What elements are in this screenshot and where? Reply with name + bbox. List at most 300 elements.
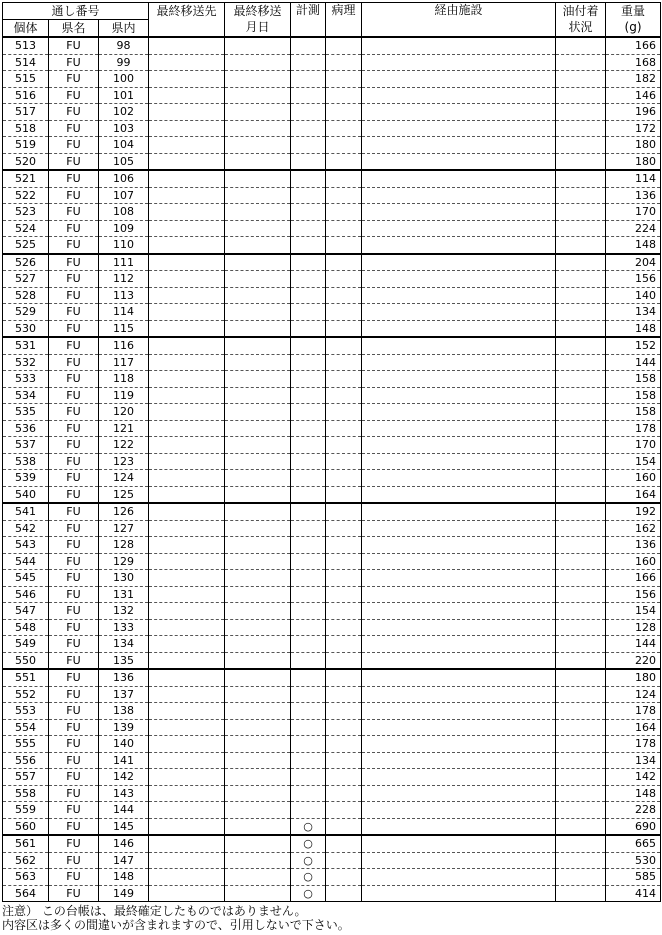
final-transfer-to-cell — [149, 719, 225, 736]
pathology-cell — [326, 187, 362, 204]
oil-status-cell — [556, 337, 606, 354]
in-prefecture-cell: 142 — [99, 769, 149, 786]
final-transfer-to-cell — [149, 570, 225, 587]
oil-status-cell — [556, 703, 606, 720]
final-transfer-to-cell — [149, 669, 225, 686]
individual-cell: 546 — [3, 586, 49, 603]
individual-cell: 524 — [3, 220, 49, 237]
in-prefecture-cell: 118 — [99, 371, 149, 388]
table-row — [3, 320, 661, 337]
weight-cell: 134 — [606, 752, 661, 769]
oil-status-cell — [556, 869, 606, 886]
table-row — [3, 686, 661, 703]
pathology-cell — [326, 287, 362, 304]
route-facility-cell — [362, 320, 556, 337]
prefecture-cell: FU — [49, 586, 99, 603]
oil-status-cell — [556, 686, 606, 703]
final-transfer-to-cell — [149, 619, 225, 636]
individual-cell: 522 — [3, 187, 49, 204]
weight-cell: 585 — [606, 869, 661, 886]
measurement-cell — [291, 802, 326, 819]
in-prefecture-cell: 136 — [99, 669, 149, 686]
final-transfer-date-cell — [225, 486, 291, 503]
prefecture-name-header: 県名 — [49, 20, 99, 38]
oil-status-cell — [556, 885, 606, 902]
prefecture-cell: FU — [49, 570, 99, 587]
oil-status-cell — [556, 187, 606, 204]
in-prefecture-cell: 141 — [99, 752, 149, 769]
prefecture-cell: FU — [49, 835, 99, 852]
oil-status-cell — [556, 287, 606, 304]
table-row — [3, 37, 661, 54]
ledger-table — [2, 2, 661, 902]
measurement-cell — [291, 320, 326, 337]
measurement-cell — [291, 537, 326, 554]
measurement-cell — [291, 769, 326, 786]
table-row — [3, 586, 661, 603]
pathology-cell — [326, 852, 362, 869]
pathology-cell — [326, 619, 362, 636]
oil-status-cell — [556, 420, 606, 437]
individual-cell: 540 — [3, 486, 49, 503]
pathology-cell — [326, 769, 362, 786]
pathology-cell — [326, 254, 362, 271]
table-row — [3, 869, 661, 886]
table-row — [3, 187, 661, 204]
final-transfer-to-cell — [149, 503, 225, 520]
individual-cell: 535 — [3, 404, 49, 421]
route-facility-cell — [362, 271, 556, 288]
in-prefecture-cell: 137 — [99, 686, 149, 703]
measurement-cell — [291, 736, 326, 753]
prefecture-cell: FU — [49, 553, 99, 570]
table-row — [3, 818, 661, 835]
oil-status-cell — [556, 852, 606, 869]
oil-status-cell — [556, 453, 606, 470]
weight-cell: 142 — [606, 769, 661, 786]
individual-cell: 563 — [3, 869, 49, 886]
route-facility-cell — [362, 404, 556, 421]
table-row — [3, 54, 661, 71]
oil-status-cell — [556, 503, 606, 520]
route-facility-cell — [362, 785, 556, 802]
in-prefecture-cell: 144 — [99, 802, 149, 819]
oil-status-cell — [556, 137, 606, 154]
weight-cell: 665 — [606, 835, 661, 852]
table-row — [3, 619, 661, 636]
route-facility-cell — [362, 37, 556, 54]
prefecture-cell: FU — [49, 486, 99, 503]
individual-cell: 517 — [3, 104, 49, 121]
oil-status-cell — [556, 818, 606, 835]
oil-status-cell — [556, 437, 606, 454]
route-facility-cell — [362, 387, 556, 404]
individual-cell: 547 — [3, 603, 49, 620]
weight-cell: 224 — [606, 220, 661, 237]
route-facility-cell — [362, 703, 556, 720]
final-transfer-to-cell — [149, 769, 225, 786]
table-row — [3, 885, 661, 902]
in-prefecture-cell: 107 — [99, 187, 149, 204]
measurement-cell — [291, 453, 326, 470]
in-prefecture-cell: 113 — [99, 287, 149, 304]
oil-status-cell — [556, 304, 606, 321]
pathology-cell — [326, 703, 362, 720]
prefecture-cell: FU — [49, 470, 99, 487]
in-prefecture-cell: 115 — [99, 320, 149, 337]
final-transfer-date-cell — [225, 320, 291, 337]
weight-cell: 154 — [606, 453, 661, 470]
weight-cell: 158 — [606, 404, 661, 421]
measurement-cell — [291, 486, 326, 503]
final-transfer-to-cell — [149, 37, 225, 54]
prefecture-cell: FU — [49, 752, 99, 769]
weight-cell: 128 — [606, 619, 661, 636]
final-transfer-date-cell — [225, 520, 291, 537]
in-prefecture-cell: 122 — [99, 437, 149, 454]
in-prefecture-cell: 119 — [99, 387, 149, 404]
oil-status-cell — [556, 785, 606, 802]
table-row — [3, 486, 661, 503]
final-transfer-to-cell — [149, 153, 225, 170]
final-transfer-to-cell — [149, 237, 225, 254]
prefecture-cell: FU — [49, 852, 99, 869]
in-prefecture-cell: 108 — [99, 204, 149, 221]
pathology-cell — [326, 486, 362, 503]
final-transfer-to-cell — [149, 204, 225, 221]
pathology-cell — [326, 636, 362, 653]
final-transfer-to-cell — [149, 420, 225, 437]
weight-cell: 172 — [606, 120, 661, 137]
weight-cell: 414 — [606, 885, 661, 902]
in-prefecture-cell: 99 — [99, 54, 149, 71]
table-row — [3, 271, 661, 288]
pathology-cell — [326, 237, 362, 254]
final-transfer-date-cell — [225, 304, 291, 321]
pathology-cell — [326, 54, 362, 71]
measurement-cell — [291, 37, 326, 54]
measurement-cell — [291, 420, 326, 437]
weight-cell: 164 — [606, 486, 661, 503]
individual-cell: 551 — [3, 669, 49, 686]
table-row — [3, 570, 661, 587]
measurement-cell — [291, 137, 326, 154]
final-transfer-date-cell — [225, 54, 291, 71]
pathology-cell — [326, 603, 362, 620]
weight-cell: 158 — [606, 371, 661, 388]
final-transfer-date-cell — [225, 337, 291, 354]
pathology-cell — [326, 835, 362, 852]
weight-cell: 690 — [606, 818, 661, 835]
final-transfer-date-cell — [225, 652, 291, 669]
final-transfer-to-cell — [149, 636, 225, 653]
pathology-cell — [326, 520, 362, 537]
in-prefecture-cell: 140 — [99, 736, 149, 753]
prefecture-cell: FU — [49, 371, 99, 388]
final-transfer-to-cell — [149, 686, 225, 703]
oil-status-cell — [556, 570, 606, 587]
measurement-cell — [291, 437, 326, 454]
individual-cell: 537 — [3, 437, 49, 454]
pathology-cell — [326, 818, 362, 835]
pathology-cell — [326, 553, 362, 570]
final-transfer-to-cell — [149, 287, 225, 304]
table-row — [3, 254, 661, 271]
final-transfer-to-cell — [149, 835, 225, 852]
pathology-cell — [326, 719, 362, 736]
route-facility-cell — [362, 537, 556, 554]
weight-cell: 164 — [606, 719, 661, 736]
table-row — [3, 237, 661, 254]
route-facility-cell — [362, 237, 556, 254]
pathology-cell — [326, 420, 362, 437]
table-row — [3, 752, 661, 769]
route-facility-cell — [362, 120, 556, 137]
final-transfer-date-cell — [225, 104, 291, 121]
final-transfer-date-cell — [225, 120, 291, 137]
weight-cell: 178 — [606, 703, 661, 720]
table-row — [3, 387, 661, 404]
measurement-cell — [291, 404, 326, 421]
table-row — [3, 785, 661, 802]
prefecture-cell: FU — [49, 153, 99, 170]
final-transfer-date-cell — [225, 404, 291, 421]
weight-cell: 530 — [606, 852, 661, 869]
in-prefecture-cell: 148 — [99, 869, 149, 886]
oil-status-cell — [556, 104, 606, 121]
prefecture-cell: FU — [49, 619, 99, 636]
oil-status-cell — [556, 170, 606, 187]
measurement-cell — [291, 337, 326, 354]
pathology-cell — [326, 869, 362, 886]
measurement-cell — [291, 619, 326, 636]
final-transfer-date-cell — [225, 852, 291, 869]
final-transfer-to-cell — [149, 486, 225, 503]
oil-status-cell — [556, 520, 606, 537]
route-facility-cell — [362, 470, 556, 487]
final-transfer-to-cell — [149, 170, 225, 187]
oil-status-cell — [556, 204, 606, 221]
measurement-cell — [291, 371, 326, 388]
route-facility-cell — [362, 486, 556, 503]
final-transfer-to-cell — [149, 537, 225, 554]
prefecture-cell: FU — [49, 271, 99, 288]
individual-cell: 532 — [3, 354, 49, 371]
final-transfer-date-cell — [225, 537, 291, 554]
measurement-cell — [291, 120, 326, 137]
final-transfer-date-cell — [225, 170, 291, 187]
measurement-cell — [291, 752, 326, 769]
prefecture-cell: FU — [49, 719, 99, 736]
in-prefecture-cell: 127 — [99, 520, 149, 537]
pathology-cell — [326, 371, 362, 388]
weight-header: 重量 — [606, 3, 661, 20]
prefecture-cell: FU — [49, 703, 99, 720]
individual-cell: 557 — [3, 769, 49, 786]
prefecture-cell: FU — [49, 453, 99, 470]
individual-cell: 553 — [3, 703, 49, 720]
weight-cell: 180 — [606, 137, 661, 154]
final-transfer-to-cell — [149, 320, 225, 337]
final-transfer-to-cell — [149, 387, 225, 404]
weight-cell: 166 — [606, 37, 661, 54]
final-transfer-date-cell — [225, 619, 291, 636]
route-facility-cell — [362, 437, 556, 454]
table-row — [3, 120, 661, 137]
measurement-cell — [291, 354, 326, 371]
table-row — [3, 652, 661, 669]
pathology-cell — [326, 586, 362, 603]
weight-cell: 182 — [606, 71, 661, 88]
final-transfer-to-cell — [149, 802, 225, 819]
final-transfer-date-cell — [225, 686, 291, 703]
table-row — [3, 437, 661, 454]
pathology-cell — [326, 752, 362, 769]
oil-status-cell — [556, 802, 606, 819]
measurement-cell: ○ — [291, 885, 326, 902]
route-facility-cell — [362, 137, 556, 154]
measurement-cell — [291, 470, 326, 487]
individual-cell: 515 — [3, 71, 49, 88]
final-transfer-to-cell — [149, 652, 225, 669]
in-prefecture-cell: 134 — [99, 636, 149, 653]
final-transfer-date-cell — [225, 802, 291, 819]
prefecture-cell: FU — [49, 537, 99, 554]
final-transfer-date-cell — [225, 453, 291, 470]
oil-status-cell — [556, 619, 606, 636]
measurement-cell — [291, 387, 326, 404]
oil-status-cell — [556, 603, 606, 620]
weight-cell: 140 — [606, 287, 661, 304]
weight-cell: 170 — [606, 204, 661, 221]
table-row — [3, 371, 661, 388]
final-transfer-date-cell — [225, 271, 291, 288]
table-row — [3, 703, 661, 720]
oil-status-cell — [556, 354, 606, 371]
table-row — [3, 137, 661, 154]
pathology-cell — [326, 104, 362, 121]
route-facility-cell — [362, 835, 556, 852]
measurement-cell — [291, 686, 326, 703]
in-prefecture-cell: 103 — [99, 120, 149, 137]
route-facility-cell — [362, 570, 556, 587]
prefecture-cell: FU — [49, 120, 99, 137]
weight-cell: 144 — [606, 354, 661, 371]
final-transfer-date-cell — [225, 785, 291, 802]
final-transfer-to-cell — [149, 818, 225, 835]
oil-status-cell — [556, 120, 606, 137]
final-transfer-to-cell — [149, 354, 225, 371]
in-prefecture-cell: 125 — [99, 486, 149, 503]
prefecture-cell: FU — [49, 304, 99, 321]
prefecture-cell: FU — [49, 320, 99, 337]
in-prefecture-cell: 121 — [99, 420, 149, 437]
route-facility-cell — [362, 736, 556, 753]
oil-status-cell — [556, 387, 606, 404]
route-facility-cell — [362, 802, 556, 819]
final-transfer-to-cell — [149, 852, 225, 869]
final-transfer-date-cell — [225, 153, 291, 170]
final-transfer-to-cell — [149, 453, 225, 470]
pathology-cell — [326, 387, 362, 404]
prefecture-cell: FU — [49, 785, 99, 802]
in-prefecture-cell: 98 — [99, 37, 149, 54]
route-facility-header: 経由施設 — [362, 3, 556, 38]
route-facility-cell — [362, 603, 556, 620]
weight-cell: 114 — [606, 170, 661, 187]
individual-cell: 549 — [3, 636, 49, 653]
measurement-cell — [291, 87, 326, 104]
weight-cell: 180 — [606, 669, 661, 686]
measurement-cell — [291, 503, 326, 520]
in-prefecture-cell: 138 — [99, 703, 149, 720]
final-transfer-date-cell — [225, 420, 291, 437]
final-transfer-to-cell — [149, 603, 225, 620]
individual-cell: 554 — [3, 719, 49, 736]
measurement-cell — [291, 153, 326, 170]
measurement-cell — [291, 785, 326, 802]
table-row — [3, 71, 661, 88]
individual-cell: 552 — [3, 686, 49, 703]
final-transfer-to-cell — [149, 120, 225, 137]
individual-cell: 516 — [3, 87, 49, 104]
oil-status-cell — [556, 271, 606, 288]
prefecture-cell: FU — [49, 220, 99, 237]
pathology-cell — [326, 802, 362, 819]
final-transfer-date-cell — [225, 719, 291, 736]
final-transfer-date-cell — [225, 703, 291, 720]
final-transfer-date-cell — [225, 71, 291, 88]
in-prefecture-cell: 109 — [99, 220, 149, 237]
weight-unit-header: (g) — [606, 20, 661, 38]
route-facility-cell — [362, 287, 556, 304]
weight-cell: 228 — [606, 802, 661, 819]
final-transfer-to-cell — [149, 869, 225, 886]
route-facility-cell — [362, 337, 556, 354]
final-transfer-to-cell — [149, 187, 225, 204]
pathology-header: 病理 — [326, 3, 362, 38]
weight-cell: 160 — [606, 470, 661, 487]
in-prefecture-cell: 124 — [99, 470, 149, 487]
route-facility-cell — [362, 869, 556, 886]
route-facility-cell — [362, 453, 556, 470]
measurement-cell: ○ — [291, 852, 326, 869]
in-prefecture-cell: 101 — [99, 87, 149, 104]
final-transfer-date-cell — [225, 636, 291, 653]
weight-cell: 178 — [606, 420, 661, 437]
prefecture-cell: FU — [49, 802, 99, 819]
individual-cell: 525 — [3, 237, 49, 254]
in-prefecture-cell: 131 — [99, 586, 149, 603]
measurement-cell — [291, 553, 326, 570]
table-row — [3, 304, 661, 321]
oil-status-cell — [556, 153, 606, 170]
table-row — [3, 520, 661, 537]
pathology-cell — [326, 337, 362, 354]
oil-status-cell — [556, 669, 606, 686]
final-transfer-date-cell — [225, 603, 291, 620]
final-transfer-to-cell — [149, 736, 225, 753]
in-prefecture-cell: 130 — [99, 570, 149, 587]
measurement-cell — [291, 520, 326, 537]
weight-cell: 144 — [606, 636, 661, 653]
weight-cell: 158 — [606, 387, 661, 404]
measurement-cell — [291, 170, 326, 187]
measurement-cell — [291, 304, 326, 321]
individual-cell: 518 — [3, 120, 49, 137]
measurement-cell — [291, 570, 326, 587]
prefecture-cell: FU — [49, 137, 99, 154]
